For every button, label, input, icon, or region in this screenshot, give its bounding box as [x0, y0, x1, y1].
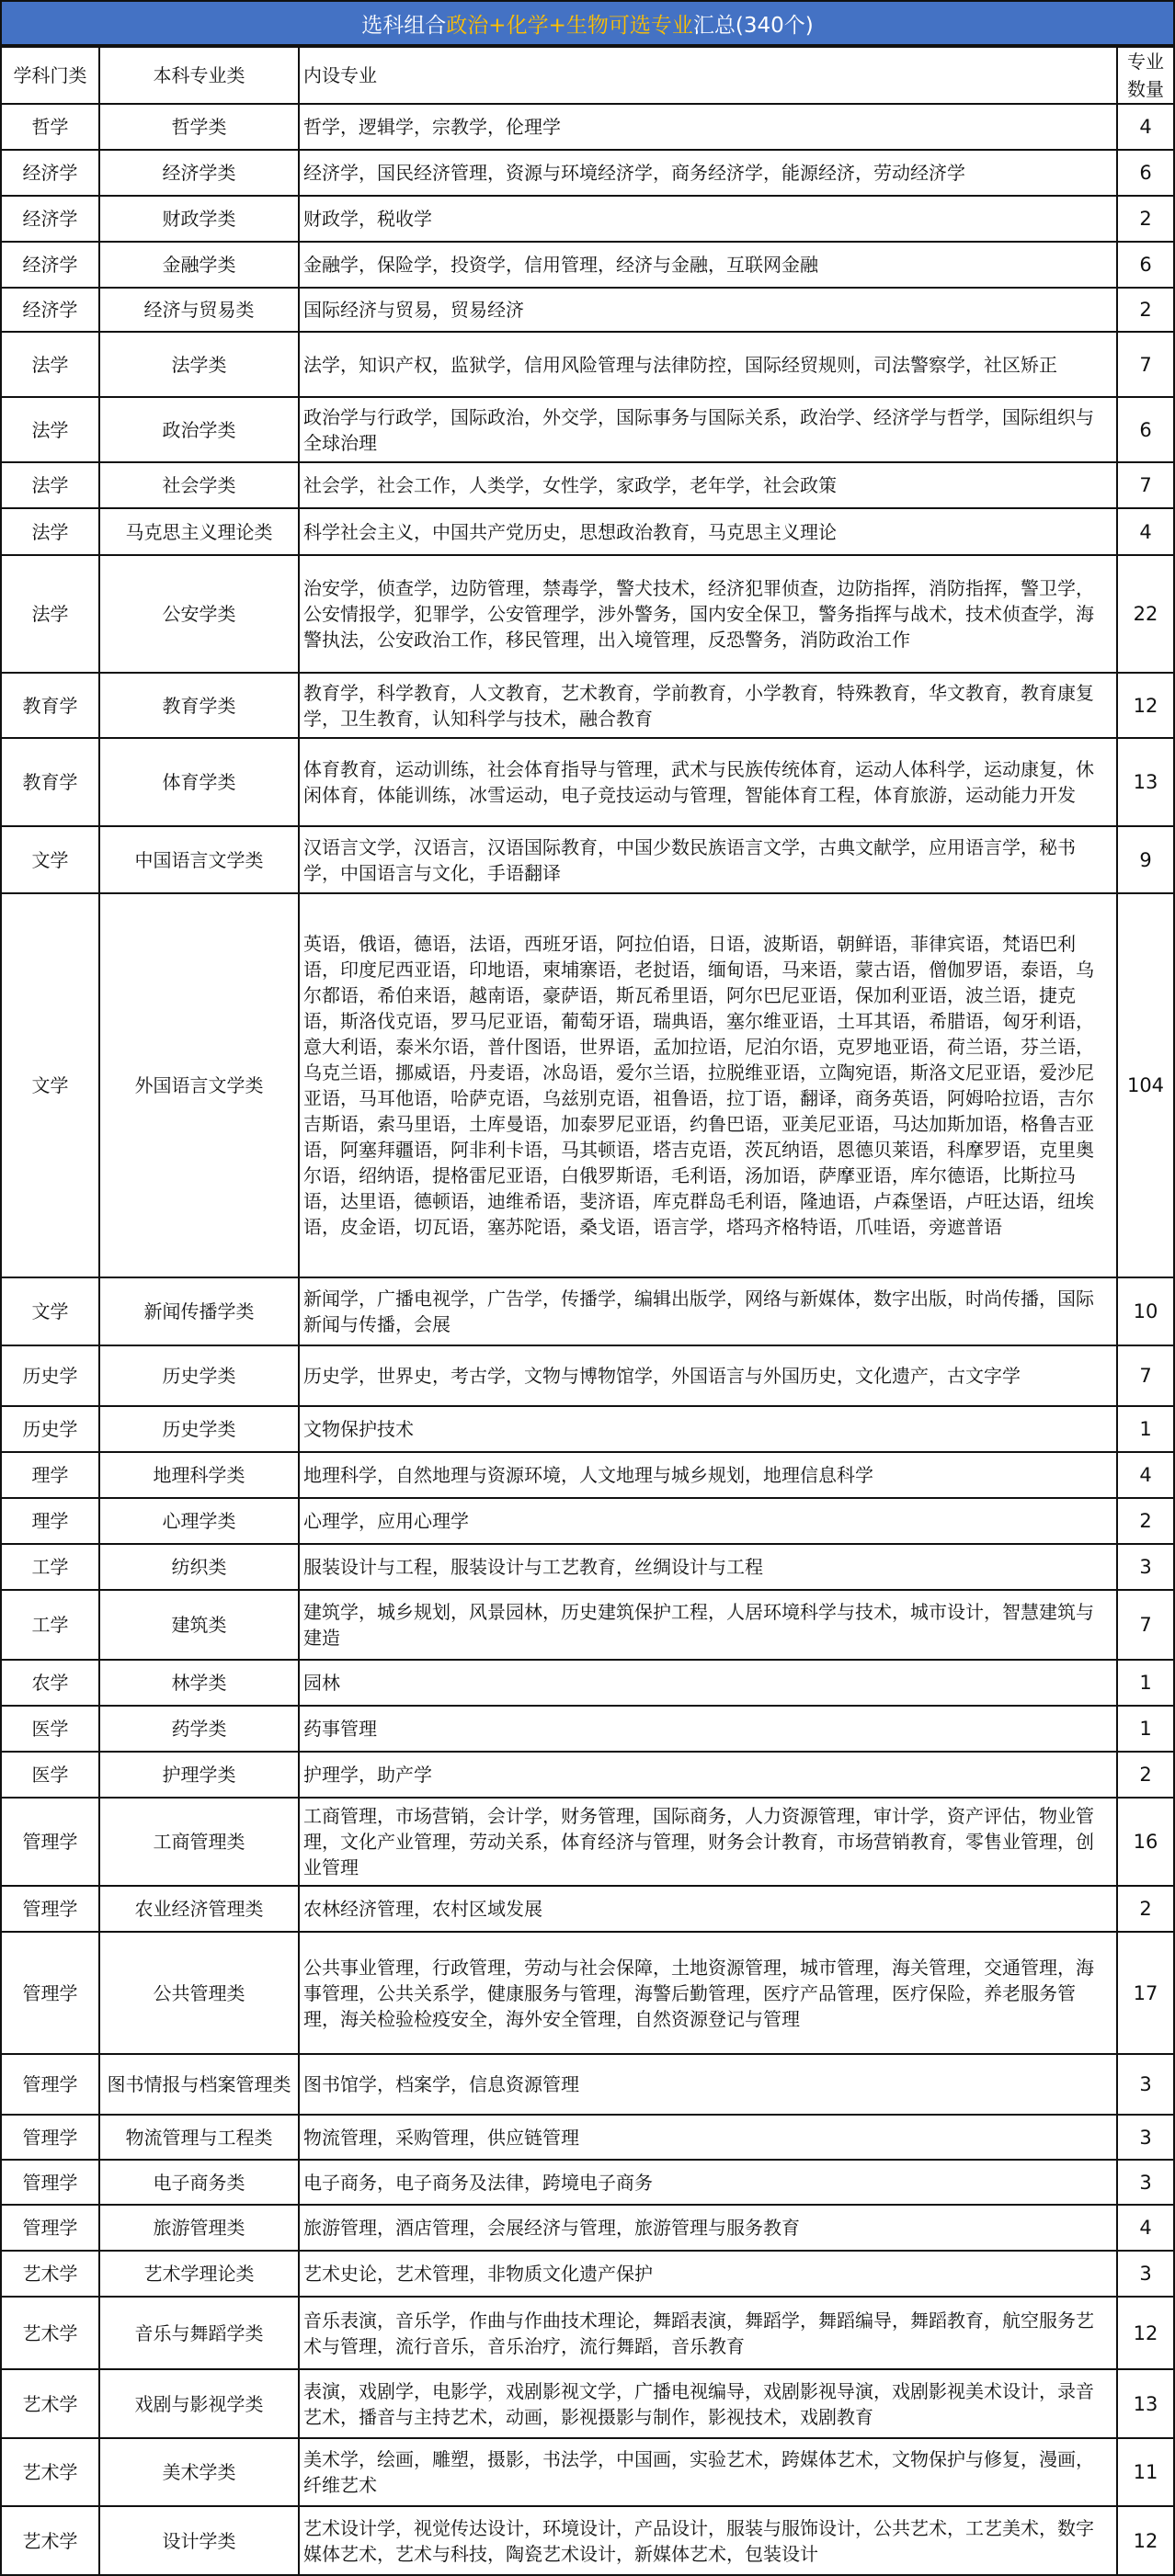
majors-cell: 图书馆学，档案学，信息资源管理 — [299, 2054, 1117, 2115]
count-cell: 2 — [1117, 1886, 1173, 1932]
discipline-cell: 医学 — [2, 1706, 99, 1752]
category-cell: 艺术学理论类 — [99, 2251, 299, 2297]
discipline-cell: 法学 — [2, 397, 99, 462]
discipline-cell: 历史学 — [2, 1406, 99, 1452]
majors-cell: 财政学，税收学 — [299, 196, 1117, 242]
category-cell: 政治学类 — [99, 397, 299, 462]
category-cell: 经济学类 — [99, 150, 299, 196]
table-row — [2, 2369, 1173, 2438]
table-row — [2, 196, 1173, 242]
majors-cell: 政治学与行政学，国际政治，外交学，国际事务与国际关系，政治学、经济学与哲学，国际组织与全球治理 — [299, 397, 1117, 462]
table-row — [2, 397, 1173, 462]
header-majors: 内设专业 — [299, 47, 1117, 104]
category-cell: 图书情报与档案管理类 — [99, 2054, 299, 2115]
count-cell: 1 — [1117, 1406, 1173, 1452]
category-cell: 公安学类 — [99, 555, 299, 673]
count-cell: 104 — [1117, 893, 1173, 1277]
header-count — [1117, 47, 1173, 104]
count-cell: 2 — [1117, 196, 1173, 242]
category-cell: 工商管理类 — [99, 1798, 299, 1886]
category-cell: 体育学类 — [99, 738, 299, 826]
table-row — [2, 1452, 1173, 1498]
category-cell: 药学类 — [99, 1706, 299, 1752]
discipline-cell: 艺术学 — [2, 2297, 99, 2369]
category-cell: 戏剧与影视学类 — [99, 2369, 299, 2438]
count-cell: 3 — [1117, 2251, 1173, 2297]
majors-cell: 旅游管理，酒店管理，会展经济与管理，旅游管理与服务教育 — [299, 2205, 1117, 2251]
discipline-cell: 管理学 — [2, 2115, 99, 2160]
table-row — [2, 2251, 1173, 2297]
discipline-cell: 管理学 — [2, 2054, 99, 2115]
count-cell: 9 — [1117, 826, 1173, 893]
majors-cell: 建筑学，城乡规划，风景园林，历史建筑保护工程，人居环境科学与技术，城市设计，智慧建筑与建造 — [299, 1590, 1117, 1660]
category-cell: 地理科学类 — [99, 1452, 299, 1498]
majors-cell: 社会学，社会工作，人类学，女性学，家政学，老年学，社会政策 — [299, 462, 1117, 508]
majors-cell: 艺术史论，艺术管理，非物质文化遗产保护 — [299, 2251, 1117, 2297]
title-highlight: 政治+化学+生物可选专业 — [446, 13, 693, 38]
majors-cell: 科学社会主义，中国共产党历史，思想政治教育，马克思主义理论 — [299, 508, 1117, 555]
table-row — [2, 288, 1173, 332]
discipline-cell: 理学 — [2, 1452, 99, 1498]
category-cell: 外国语言文学类 — [99, 893, 299, 1277]
table-row — [2, 1660, 1173, 1706]
count-cell: 22 — [1117, 555, 1173, 673]
count-cell: 6 — [1117, 397, 1173, 462]
discipline-cell: 文学 — [2, 1277, 99, 1345]
majors-cell: 园林 — [299, 1660, 1117, 1706]
discipline-cell: 法学 — [2, 508, 99, 555]
count-cell: 10 — [1117, 1277, 1173, 1345]
count-cell: 7 — [1117, 1590, 1173, 1660]
majors-cell: 国际经济与贸易，贸易经济 — [299, 288, 1117, 332]
discipline-cell: 经济学 — [2, 288, 99, 332]
table-row — [2, 1706, 1173, 1752]
discipline-cell: 文学 — [2, 826, 99, 893]
title-prefix: 选科组合 — [361, 13, 447, 38]
discipline-cell: 法学 — [2, 555, 99, 673]
majors-cell: 新闻学，广播电视学，广告学，传播学，编辑出版学，网络与新媒体，数字出版，时尚传播，国际新闻与传播，会展 — [299, 1277, 1117, 1345]
count-cell: 4 — [1117, 1452, 1173, 1498]
majors-table — [2, 46, 1173, 2576]
majors-cell: 汉语言文学，汉语言，汉语国际教育，中国少数民族语言文学，古典文献学，应用语言学，秘书学，中国语言与文化，手语翻译 — [299, 826, 1117, 893]
discipline-cell: 工学 — [2, 1544, 99, 1590]
table-row — [2, 1886, 1173, 1932]
majors-cell: 英语，俄语，德语，法语，西班牙语，阿拉伯语，日语，波斯语，朝鲜语，菲律宾语，梵语巴利语，印度尼西亚语，印地语，柬埔寨语，老挝语，缅甸语，马来语，蒙古语，僧伽罗语，泰语，乌尔都语，希伯来语，越南语，豪萨语，斯瓦希里语，阿尔巴尼亚语，保加利亚语，波兰语，捷克语，斯洛伐克语，罗马尼亚语，葡萄牙语，瑞典语，塞尔维亚语，土耳其语，希腊语，匈牙利语，意大利语，泰米尔语，普什图语，世界语，孟加拉语，尼泊尔语，克罗地亚语，荷兰语，芬兰语，乌克兰语，挪威语，丹麦语，冰岛语，爱尔兰语，拉脱维亚语，立陶宛语，斯洛文尼亚语，爱沙尼亚语，马耳他语，哈萨克语，乌兹别克语，祖鲁语，拉丁语，翻译，商务英语，阿姆哈拉语，吉尔吉斯语，索马里语，土库曼语，加泰罗尼亚语，约鲁巴语，亚美尼亚语，马达加斯加语，格鲁吉亚语，阿塞拜疆语，阿非利卡语，马其顿语，塔吉克语，茨瓦纳语，恩德贝莱语，科摩罗语，克里奥尔语，绍纳语，提格雷尼亚语，白俄罗斯语，毛利语，汤加语，萨摩亚语，库尔德语，比斯拉马语，达里语，德顿语，迪维希语，斐济语，库克群岛毛利语，隆迪语，卢森堡语，卢旺达语，纽埃语，皮金语，切瓦语，塞苏陀语，桑戈语，语言学，塔玛齐格特语，爪哇语，旁遮普语 — [299, 893, 1117, 1277]
table-row — [2, 826, 1173, 893]
category-cell: 林学类 — [99, 1660, 299, 1706]
table-row — [2, 1345, 1173, 1406]
table-row — [2, 1932, 1173, 2054]
majors-cell: 服装设计与工程，服装设计与工艺教育，丝绸设计与工程 — [299, 1544, 1117, 1590]
majors-cell: 音乐表演，音乐学，作曲与作曲技术理论，舞蹈表演，舞蹈学，舞蹈编导，舞蹈教育，航空服务艺术与管理，流行音乐，音乐治疗，流行舞蹈，音乐教育 — [299, 2297, 1117, 2369]
discipline-cell: 管理学 — [2, 2160, 99, 2205]
table-row — [2, 2438, 1173, 2506]
table-row — [2, 738, 1173, 826]
count-cell: 4 — [1117, 508, 1173, 555]
header-count-line2: 数量 — [1127, 78, 1164, 100]
count-cell: 1 — [1117, 1706, 1173, 1752]
majors-cell: 地理科学，自然地理与资源环境，人文地理与城乡规划，地理信息科学 — [299, 1452, 1117, 1498]
discipline-cell: 历史学 — [2, 1345, 99, 1406]
header-discipline: 学科门类 — [2, 47, 99, 104]
count-cell: 7 — [1117, 1345, 1173, 1406]
table-row — [2, 555, 1173, 673]
discipline-cell: 经济学 — [2, 150, 99, 196]
category-cell: 财政学类 — [99, 196, 299, 242]
category-cell: 法学类 — [99, 332, 299, 397]
majors-cell: 法学，知识产权，监狱学，信用风险管理与法律防控，国际经贸规则，司法警察学，社区矫正 — [299, 332, 1117, 397]
majors-cell: 心理学，应用心理学 — [299, 1498, 1117, 1544]
category-cell: 建筑类 — [99, 1590, 299, 1660]
category-cell: 历史学类 — [99, 1406, 299, 1452]
category-cell: 音乐与舞蹈学类 — [99, 2297, 299, 2369]
discipline-cell: 管理学 — [2, 2205, 99, 2251]
count-cell: 16 — [1117, 1798, 1173, 1886]
majors-cell: 药事管理 — [299, 1706, 1117, 1752]
discipline-cell: 理学 — [2, 1498, 99, 1544]
majors-cell: 物流管理，采购管理，供应链管理 — [299, 2115, 1117, 2160]
count-cell: 13 — [1117, 2369, 1173, 2438]
category-cell: 设计学类 — [99, 2506, 299, 2575]
count-cell: 4 — [1117, 2205, 1173, 2251]
category-cell: 社会学类 — [99, 462, 299, 508]
table-row — [2, 1406, 1173, 1452]
discipline-cell: 经济学 — [2, 242, 99, 288]
table-row — [2, 1498, 1173, 1544]
category-cell: 金融学类 — [99, 242, 299, 288]
discipline-cell: 管理学 — [2, 1886, 99, 1932]
category-cell: 中国语言文学类 — [99, 826, 299, 893]
majors-cell: 农林经济管理，农村区域发展 — [299, 1886, 1117, 1932]
majors-cell: 经济学，国民经济管理，资源与环境经济学，商务经济学，能源经济，劳动经济学 — [299, 150, 1117, 196]
table-row — [2, 2160, 1173, 2205]
category-cell: 公共管理类 — [99, 1932, 299, 2054]
discipline-cell: 艺术学 — [2, 2251, 99, 2297]
discipline-cell: 法学 — [2, 462, 99, 508]
majors-cell: 文物保护技术 — [299, 1406, 1117, 1452]
table-row — [2, 332, 1173, 397]
discipline-cell: 农学 — [2, 1660, 99, 1706]
majors-cell: 体育教育，运动训练，社会体育指导与管理，武术与民族传统体育，运动人体科学，运动康复，休闲体育，体能训练，冰雪运动，电子竞技运动与管理，智能体育工程，体育旅游，运动能力开发 — [299, 738, 1117, 826]
count-cell: 3 — [1117, 2160, 1173, 2205]
category-cell: 纺织类 — [99, 1544, 299, 1590]
count-cell: 3 — [1117, 1544, 1173, 1590]
discipline-cell: 艺术学 — [2, 2506, 99, 2575]
table-row — [2, 1752, 1173, 1798]
category-cell: 美术学类 — [99, 2438, 299, 2506]
discipline-cell: 管理学 — [2, 1798, 99, 1886]
discipline-cell: 艺术学 — [2, 2438, 99, 2506]
discipline-cell: 经济学 — [2, 196, 99, 242]
sheet-title — [2, 0, 1173, 46]
table-row — [2, 462, 1173, 508]
category-cell: 经济与贸易类 — [99, 288, 299, 332]
count-cell: 4 — [1117, 104, 1173, 150]
count-cell: 12 — [1117, 2297, 1173, 2369]
table-header-row — [2, 47, 1173, 104]
category-cell: 农业经济管理类 — [99, 1886, 299, 1932]
majors-cell: 工商管理，市场营销，会计学，财务管理，国际商务，人力资源管理，审计学，资产评估，物业管理，文化产业管理，劳动关系，体育经济与管理，财务会计教育，市场营销教育，零售业管理，创业管理 — [299, 1798, 1117, 1886]
table-row — [2, 2054, 1173, 2115]
count-cell: 1 — [1117, 1660, 1173, 1706]
category-cell: 旅游管理类 — [99, 2205, 299, 2251]
count-cell: 12 — [1117, 2506, 1173, 2575]
count-cell: 13 — [1117, 738, 1173, 826]
discipline-cell: 法学 — [2, 332, 99, 397]
majors-cell: 电子商务，电子商务及法律，跨境电子商务 — [299, 2160, 1117, 2205]
category-cell: 心理学类 — [99, 1498, 299, 1544]
table-row — [2, 2506, 1173, 2575]
category-cell: 新闻传播学类 — [99, 1277, 299, 1345]
table-row — [2, 1544, 1173, 1590]
table-row — [2, 673, 1173, 738]
table-row — [2, 893, 1173, 1277]
majors-cell: 历史学，世界史，考古学，文物与博物馆学，外国语言与外国历史，文化遗产，古文字学 — [299, 1345, 1117, 1406]
table-row — [2, 508, 1173, 555]
count-cell: 2 — [1117, 1498, 1173, 1544]
majors-cell: 治安学，侦查学，边防管理，禁毒学，警犬技术，经济犯罪侦查，边防指挥，消防指挥，警卫学，公安情报学，犯罪学，公安管理学，涉外警务，国内安全保卫，警务指挥与战术，技术侦查学，海警执法，公安政治工作，移民管理，出入境管理，反恐警务，消防政治工作 — [299, 555, 1117, 673]
table-row — [2, 2205, 1173, 2251]
discipline-cell: 工学 — [2, 1590, 99, 1660]
count-cell: 3 — [1117, 2115, 1173, 2160]
table-row — [2, 104, 1173, 150]
majors-cell: 金融学，保险学，投资学，信用管理，经济与金融，互联网金融 — [299, 242, 1117, 288]
majors-cell: 护理学，助产学 — [299, 1752, 1117, 1798]
count-cell: 6 — [1117, 150, 1173, 196]
count-cell: 17 — [1117, 1932, 1173, 2054]
discipline-cell: 教育学 — [2, 673, 99, 738]
table-row — [2, 2115, 1173, 2160]
category-cell: 历史学类 — [99, 1345, 299, 1406]
discipline-cell: 文学 — [2, 893, 99, 1277]
discipline-cell: 管理学 — [2, 1932, 99, 2054]
category-cell: 电子商务类 — [99, 2160, 299, 2205]
discipline-cell: 哲学 — [2, 104, 99, 150]
table-row — [2, 1277, 1173, 1345]
header-category: 本科专业类 — [99, 47, 299, 104]
discipline-cell: 医学 — [2, 1752, 99, 1798]
table-body — [2, 104, 1173, 2575]
count-cell: 2 — [1117, 288, 1173, 332]
table-row — [2, 150, 1173, 196]
count-cell: 12 — [1117, 673, 1173, 738]
table-row — [2, 2297, 1173, 2369]
category-cell: 哲学类 — [99, 104, 299, 150]
count-cell: 6 — [1117, 242, 1173, 288]
discipline-cell: 艺术学 — [2, 2369, 99, 2438]
table-row — [2, 1798, 1173, 1886]
count-cell: 11 — [1117, 2438, 1173, 2506]
title-suffix: 汇总(340个) — [692, 13, 814, 38]
table-row — [2, 242, 1173, 288]
count-cell: 7 — [1117, 332, 1173, 397]
majors-cell: 表演，戏剧学，电影学，戏剧影视文学，广播电视编导，戏剧影视导演，戏剧影视美术设计，录音艺术，播音与主持艺术，动画，影视摄影与制作，影视技术，戏剧教育 — [299, 2369, 1117, 2438]
count-cell: 2 — [1117, 1752, 1173, 1798]
majors-cell: 哲学，逻辑学，宗教学，伦理学 — [299, 104, 1117, 150]
category-cell: 护理学类 — [99, 1752, 299, 1798]
majors-cell: 美术学，绘画，雕塑，摄影，书法学，中国画，实验艺术，跨媒体艺术，文物保护与修复，漫画，纤维艺术 — [299, 2438, 1117, 2506]
header-count-line1: 专业 — [1127, 51, 1164, 73]
category-cell: 马克思主义理论类 — [99, 508, 299, 555]
category-cell: 物流管理与工程类 — [99, 2115, 299, 2160]
table-row — [2, 1590, 1173, 1660]
majors-cell: 艺术设计学，视觉传达设计，环境设计，产品设计，服装与服饰设计，公共艺术，工艺美术，数字媒体艺术，艺术与科技，陶瓷艺术设计，新媒体艺术，包装设计 — [299, 2506, 1117, 2575]
discipline-cell: 教育学 — [2, 738, 99, 826]
majors-cell: 教育学，科学教育，人文教育，艺术教育，学前教育，小学教育，特殊教育，华文教育，教育康复学，卫生教育，认知科学与技术，融合教育 — [299, 673, 1117, 738]
count-cell: 3 — [1117, 2054, 1173, 2115]
category-cell: 教育学类 — [99, 673, 299, 738]
count-cell: 7 — [1117, 462, 1173, 508]
majors-cell: 公共事业管理，行政管理，劳动与社会保障，土地资源管理，城市管理，海关管理，交通管理，海事管理，公共关系学，健康服务与管理，海警后勤管理，医疗产品管理，医疗保险，养老服务管理，海关检验检疫安全，海外安全管理，自然资源登记与管理 — [299, 1932, 1117, 2054]
